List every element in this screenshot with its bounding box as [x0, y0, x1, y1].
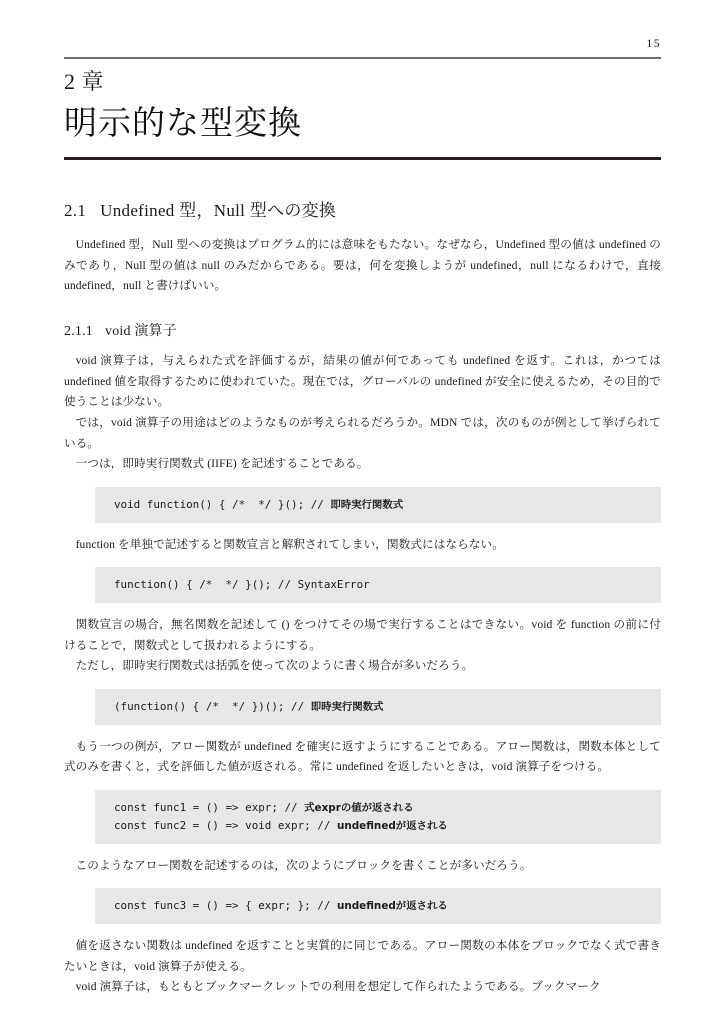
- header-rule-thin: [64, 57, 661, 59]
- code-block-arrow-funcs: [95, 790, 661, 844]
- chapter-title: 明示的な型変換: [64, 106, 302, 142]
- subsection-heading: [64, 323, 661, 341]
- code-comment-jp: 即時実行関数式: [330, 498, 404, 511]
- section-title: Undefined 型，Null 型への変換: [100, 201, 337, 220]
- paragraph-iife-parens-intro: ただし，即時実行関数式は括弧を使って次のように書く場合が多いだろう。: [75, 659, 474, 673]
- code-block-syntax-error: [95, 567, 661, 603]
- paragraph-void-operator: void 演算子は，与えられた式を評価するが，結果の値が何であっても undefined を返す。これは，かつては undefined 値を取得するために使われていた。現在では，グローバルの undefined が安全に使えるため，その目的で使うことは少ない。: [64, 354, 661, 409]
- code-comment-jp: 即時実行関数式: [310, 700, 384, 713]
- code-text-line1: const func1 = () => expr; //: [114, 801, 305, 814]
- code-text: (function() { /* */ })(); //: [114, 699, 311, 713]
- code-text-line2: const func2 = () => void expr; //: [114, 818, 337, 832]
- page-number: 15: [646, 38, 661, 50]
- subsection-number: 2.1.1: [64, 323, 93, 339]
- code-block-iife-void: [95, 487, 661, 523]
- paragraph-bookmarklet: void 演算子は，もともとブックマークレットでの利用を想定して作られたようである。ブックマーク: [75, 980, 601, 994]
- paragraph-arrow-block-intro: このようなアロー関数を記述するのは，次のようにブロックを書くことが多いだろう。: [75, 858, 532, 872]
- section-paragraph: Undefined 型，Null 型への変換はプログラム的には意味をもたない。なぜなら，Undefined 型の値は undefined のみであり，Null 型の値は null のみだからである。要は，何を変換しようが undefined，null になるわけで，直接 undefined，null と書けばいい。: [64, 238, 661, 293]
- paragraph-function-declaration: function を単独で記述すると関数宣言と解釈されてしまい，関数式にはならない。: [75, 537, 504, 551]
- code-comment-jp: undefinedが返される: [336, 900, 448, 913]
- code-text: void function() { /* */ }(); //: [114, 497, 331, 511]
- section-heading: [64, 200, 661, 222]
- code-comment-jp-line2: undefinedが返される: [336, 819, 448, 832]
- section-number: 2.1: [64, 201, 87, 220]
- paragraph-anonymous-function: 関数宣言の場合，無名関数を記述して () をつけてその場で実行することはできない。void を function の前に付けることで，関数式として扱われるようにする。: [64, 618, 661, 652]
- chapter-number: 2 章: [64, 69, 105, 94]
- code-comment-jp-line1: 式exprの値が返される: [304, 802, 414, 814]
- subsection-title: void 演算子: [105, 323, 177, 339]
- chapter-rule-thick: [64, 157, 661, 160]
- code-block-iife-parens: [95, 689, 661, 725]
- code-block-arrow-block: [95, 888, 661, 924]
- paragraph-iife-intro: 一つは，即時実行関数式 (IIFE) を記述することである。: [75, 457, 369, 471]
- paragraph-arrow-function: もう一つの例が，アロー関数が undefined を確実に返すようにすることである。アロー関数は，関数本体として式のみを書くと，式を評価した値が返される。常に undefined を返したいときは，void 演算子をつける。: [64, 739, 661, 774]
- content-flow: [64, 200, 661, 998]
- code-text: function() { /* */ }(); // SyntaxError: [114, 578, 370, 592]
- paragraph-mdn-examples: では，void 演算子の用途はどのようなものが考えられるだろうか。MDN では，次のものが例として挙げられている。: [64, 416, 661, 450]
- code-text: const func3 = () => { expr; }; //: [114, 899, 337, 913]
- paragraph-no-return-value: 値を返さない関数は undefined を返すことと実質的に同じである。アロー関数の本体をブロックでなく式で書きたいときは，void 演算子が使える。: [64, 939, 661, 973]
